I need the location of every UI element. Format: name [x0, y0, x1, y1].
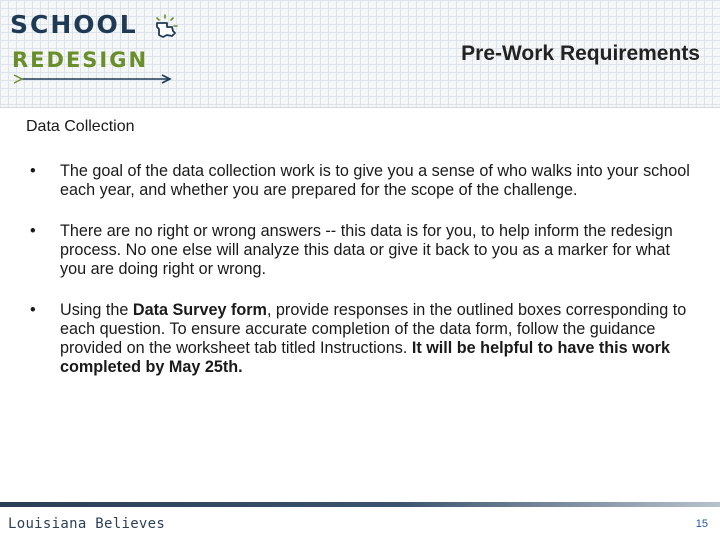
bullet-dot: • — [30, 162, 36, 180]
header-banner — [0, 0, 720, 108]
bullet-text-part: , provide responses in the outlined boxes corresponding to each question. To ensure accurate completion of the data form, follow the guidance provided on the worksheet tab titled Instructions. — [60, 301, 687, 357]
logo-redesign-text: REDESIGN — [12, 48, 149, 72]
bullet-item-no-wrong-answers — [30, 222, 700, 279]
deadline-emphasis: It will be helpful to have this work completed by May 25th. — [60, 339, 670, 376]
school-redesign-logo — [10, 10, 182, 82]
bullet-text: The goal of the data collection work is to give you a sense of who walks into your school each year, and whether you are prepared for the scope of the challenge. — [60, 162, 690, 199]
page-number: 15 — [695, 518, 708, 530]
louisiana-state-icon — [151, 14, 179, 42]
section-heading: Data Collection — [26, 118, 135, 135]
logo-school-text: SCHOOL — [10, 10, 138, 39]
bullet-text-part: Using the — [60, 301, 133, 319]
data-survey-form-emphasis: Data Survey form — [132, 301, 267, 319]
footer-divider — [0, 502, 720, 507]
arrow-right-icon — [12, 74, 177, 84]
bullet-dot: • — [30, 222, 36, 240]
bullet-text: There are no right or wrong answers -- this data is for you, to help inform the redesign process. No one else will analyze this data or give it back to you as a marker for what you are doing right or wrong. — [60, 222, 673, 278]
footer-brand-logo: Louisiana Believes — [8, 516, 166, 532]
bullet-list — [30, 162, 700, 399]
bullet-item-data-survey — [30, 301, 700, 377]
bullet-dot: • — [30, 301, 36, 319]
page-title: Pre-Work Requirements — [461, 42, 700, 65]
bullet-item-goal — [30, 162, 700, 200]
